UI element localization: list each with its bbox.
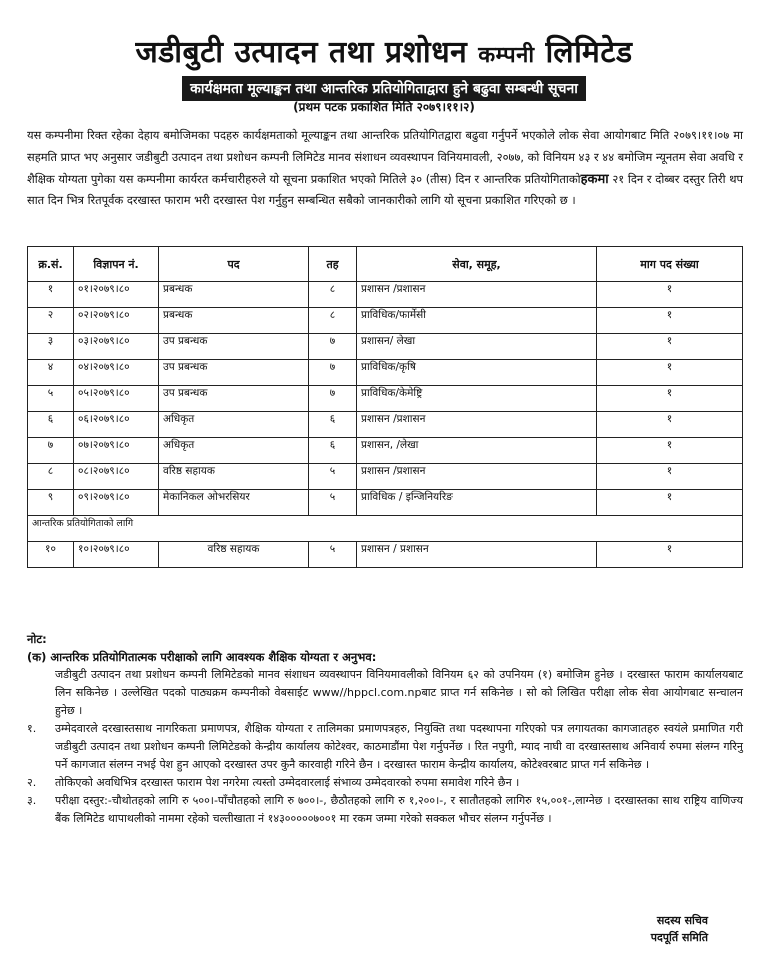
table-row xyxy=(28,334,743,360)
table-row xyxy=(28,282,743,308)
cell-post: प्रबन्धक xyxy=(159,282,309,308)
cell-sn: ४ xyxy=(28,360,74,386)
signature-committee: पदपूर्ति समिति xyxy=(650,931,708,944)
list-item xyxy=(27,774,743,792)
list-item-number: १. xyxy=(27,722,37,735)
list-item-number: २. xyxy=(27,776,37,789)
cell-sn: ५ xyxy=(28,386,74,412)
table-row xyxy=(28,308,743,334)
signature-block xyxy=(651,912,708,946)
cell-level: ५ xyxy=(309,542,357,568)
website-link[interactable]: www//hppcl.com.np xyxy=(312,686,422,699)
cell-service: प्राविधिक/कृषि xyxy=(357,360,597,386)
cell-level: ६ xyxy=(309,438,357,464)
cell-service: प्राविधिक/फार्मेसी xyxy=(357,308,597,334)
cell-service: प्रशासन /प्रशासन xyxy=(357,412,597,438)
cell-level: ८ xyxy=(309,308,357,334)
table-row xyxy=(28,464,743,490)
cell-service: प्रशासन / प्रशासन xyxy=(357,542,597,568)
cell-post: प्रबन्धक xyxy=(159,308,309,334)
intro-bold-text: हकमा xyxy=(580,171,609,187)
list-item-text: तोकिएको अवधिभित्र दरखास्त फाराम पेश नगरेमा त्यस्तो उम्मेदवारलाई संभाव्य उम्मेदवारको रुपमा समावेश गरिने छैन । xyxy=(55,776,520,789)
cell-level: ८ xyxy=(309,282,357,308)
cell-post: अधिकृत xyxy=(159,438,309,464)
cell-level: ५ xyxy=(309,490,357,516)
cell-ad-no: ०६।२०७९।८० xyxy=(74,412,159,438)
cell-count: १ xyxy=(597,464,743,490)
company-title xyxy=(0,30,768,71)
cell-count: १ xyxy=(597,438,743,464)
cell-level: ७ xyxy=(309,386,357,412)
table-row xyxy=(28,412,743,438)
table-row xyxy=(28,542,743,568)
cell-count: १ xyxy=(597,308,743,334)
cell-count: १ xyxy=(597,282,743,308)
list-item xyxy=(27,720,743,774)
cell-level: ६ xyxy=(309,412,357,438)
publish-date: (प्रथम पटक प्रकाशित मिति २०७९।११।२) xyxy=(293,100,475,114)
cell-ad-no: ०५।२०७९।८० xyxy=(74,386,159,412)
cell-ad-no: ०१।२०७९।८० xyxy=(74,282,159,308)
table-row xyxy=(28,490,743,516)
cell-level: ७ xyxy=(309,360,357,386)
cell-service: प्रशासन /प्रशासन xyxy=(357,464,597,490)
table-row xyxy=(28,438,743,464)
company-name-small: कम्पनी xyxy=(478,43,535,68)
notes-section xyxy=(27,630,743,828)
cell-count: १ xyxy=(597,386,743,412)
cell-service: प्राविधिक/केमेष्ट्रि xyxy=(357,386,597,412)
cell-post: वरिष्ठ सहायक xyxy=(159,464,309,490)
list-item xyxy=(27,792,743,828)
intro-text-2: २१ दिन र दोब्बर दस्तुर तिरी थप सात दिन भित्र रितपूर्वक दरखास्त फाराम भरी दरखास्त पेश गर्नुहुन सम्बन्धित सबैको जानकारीको लागि यो सूचना प्रकाशित गरिएको छ । xyxy=(27,171,743,208)
cell-post: उप प्रबन्धक xyxy=(159,360,309,386)
col-header-count: माग पद संख्या xyxy=(597,247,743,282)
cell-sn: १ xyxy=(28,282,74,308)
cell-count: १ xyxy=(597,490,743,516)
cell-ad-no: ०९।२०७९।८० xyxy=(74,490,159,516)
company-name-main: जडीबुटी उत्पादन तथा प्रशोधन xyxy=(135,35,468,70)
col-header-post: पद xyxy=(159,247,309,282)
cell-ad-no: ०८।२०७९।८० xyxy=(74,464,159,490)
cell-level: ७ xyxy=(309,334,357,360)
list-item-text: उम्मेदवारले दरखास्तसाथ नागरिकता प्रमाणपत्र, शैक्षिक योग्यता र तालिमका प्रमाणपत्रहरु, नियुक्ति तथा पदस्थापना गरिएको पत्र लगायतका कागजातहरु स्वयंले प्रमाणित गरी जडीबुटी उत्पादन तथा प्रशोधन कम्पनी लिमिटेडको केन्द्रीय कार्यालय कोटेश्वर, काठमाडौंमा पेश गर्नुपर्नेछ । रित नपुगी, म्याद नाघी वा दरखास्तसाथ अनिवार्य रुपमा संलग्न गरिनु पर्ने कागजात संलग्न नभई पेश हुन आएको दरखास्त उपर कुनै कारवाही गरिने छैन । दरखास्त फाराम केन्द्रीय कार्यालय, कोटेश्वरबाट प्राप्त गर्न सकिनेछ । xyxy=(55,722,743,771)
intro-paragraph xyxy=(27,125,743,212)
cell-ad-no: ०२।२०७९।८० xyxy=(74,308,159,334)
cell-ad-no: ०३।२०७९।८० xyxy=(74,334,159,360)
notes-heading: नोट: xyxy=(27,632,47,646)
cell-sn: २ xyxy=(28,308,74,334)
list-item-text: परीक्षा दस्तुर:-चौथोतहको लागि रु ५००।-पाँचौतहको लागि रु ७००।-, छैठौतहको लागि रु १,२००।-, र सातौतहको लागिरु १५,००१-,लाग्नेछ । दरखास्तका साथ राष्ट्रिय वाणिज्य बैंक लिमिटेड थापाथलीको नाममा रहेको चल्तीखाता नं १४३०००००७००१ मा रकम जम्मा गरेको सक्कल भौचर संलग्न गर्नुपर्नेछ । xyxy=(55,794,743,825)
table-row xyxy=(28,360,743,386)
notes-qualification-paragraph xyxy=(27,666,743,720)
cell-post: उप प्रबन्धक xyxy=(159,386,309,412)
cell-service: प्राविधिक / इन्जिनियरिङ xyxy=(357,490,597,516)
cell-count: १ xyxy=(597,542,743,568)
col-header-sn: क्र.सं. xyxy=(28,247,74,282)
cell-sn: ७ xyxy=(28,438,74,464)
col-header-level: तह xyxy=(309,247,357,282)
cell-post: अधिकृत xyxy=(159,412,309,438)
notes-para-part1: जडीबुटी उत्पादन तथा प्रशोधन कम्पनी लिमिटेडको मानव संशाधन व्यवस्थापन विनियमावलीको विनियम ६२ को उपनियम (१) बमोजिम हुनेछ । दरखास्त फाराम कार्यालयबाट लिन सकिनेछ । उल्लेखित पदको पाठ्यक्रम कम्पनीको वेबसाईट xyxy=(55,668,743,699)
list-item-number: ३. xyxy=(27,794,37,807)
col-header-service: सेवा, समूह, xyxy=(357,247,597,282)
posts-table xyxy=(27,246,743,568)
cell-service: प्रशासन, /लेखा xyxy=(357,438,597,464)
col-header-ad-no: विज्ञापन नं. xyxy=(74,247,159,282)
cell-sn: ३ xyxy=(28,334,74,360)
cell-sn: १० xyxy=(28,542,74,568)
cell-ad-no: १०।२०७९।८० xyxy=(74,542,159,568)
cell-service: प्रशासन /प्रशासन xyxy=(357,282,597,308)
cell-post: वरिष्ठ सहायक xyxy=(159,542,309,568)
signature-title: सदस्य सचिव xyxy=(656,914,708,927)
table-header-row xyxy=(28,247,743,282)
cell-sn: ९ xyxy=(28,490,74,516)
cell-sn: ८ xyxy=(28,464,74,490)
cell-level: ५ xyxy=(309,464,357,490)
table-row xyxy=(28,386,743,412)
cell-post: मेकानिकल ओभरसियर xyxy=(159,490,309,516)
company-name-end: लिमिटेड xyxy=(545,35,633,70)
notes-para-part2: बाट प्राप्त गर्न सकिनेछ । सो को लिखित परीक्षा लोक सेवा आयोगबाट सन्चालन हुनेछ । xyxy=(55,686,743,717)
cell-service: प्रशासन/ लेखा xyxy=(357,334,597,360)
cell-sn: ६ xyxy=(28,412,74,438)
cell-count: १ xyxy=(597,360,743,386)
internal-section-row xyxy=(28,516,743,542)
notes-sub-heading: (क) आन्तरिक प्रतियोगितात्मक परीक्षाको लागि आवश्यक शैक्षिक योग्यता र अनुभव: xyxy=(27,650,377,664)
cell-count: १ xyxy=(597,412,743,438)
notice-subtitle: कार्यक्षमता मूल्याङ्कन तथा आन्तरिक प्रतियोगिताद्वारा हुने बढुवा सम्बन्धी सूचना xyxy=(182,76,586,101)
cell-ad-no: ०४।२०७९।८० xyxy=(74,360,159,386)
cell-count: १ xyxy=(597,334,743,360)
intro-text-1: यस कम्पनीमा रिक्त रहेका देहाय बमोजिमका पदहरु कार्यक्षमताको मूल्याङ्कन तथा आन्तरिक प्रतियोगितद्वारा बढुवा गर्नुपर्ने भएकोले लोक सेवा आयोगबाट मिति २०७९।११।०७ मा सहमति प्राप्त भए अनुसार जडीबुटी उत्पादन तथा प्रशोधन कम्पनी लिमिटेड मानव संशाधन व्यवस्थापन विनियमावली, २०७७, को विनियम ४३ र ४४ बमोजिम न्यूनतम सेवा अवधि र शैक्षिक योग्यता पुगेका यस कम्पनीमा कार्यरत कर्मचारीहरुले यो सूचना प्रकाशित भएको मितिले ३० (तीस) दिन र आन्तरिक प्रतियोगिताको xyxy=(27,128,743,186)
cell-ad-no: ०७।२०७९।८० xyxy=(74,438,159,464)
internal-competition-label: आन्तरिक प्रतियोगिताको लागि xyxy=(28,516,743,542)
cell-post: उप प्रबन्धक xyxy=(159,334,309,360)
